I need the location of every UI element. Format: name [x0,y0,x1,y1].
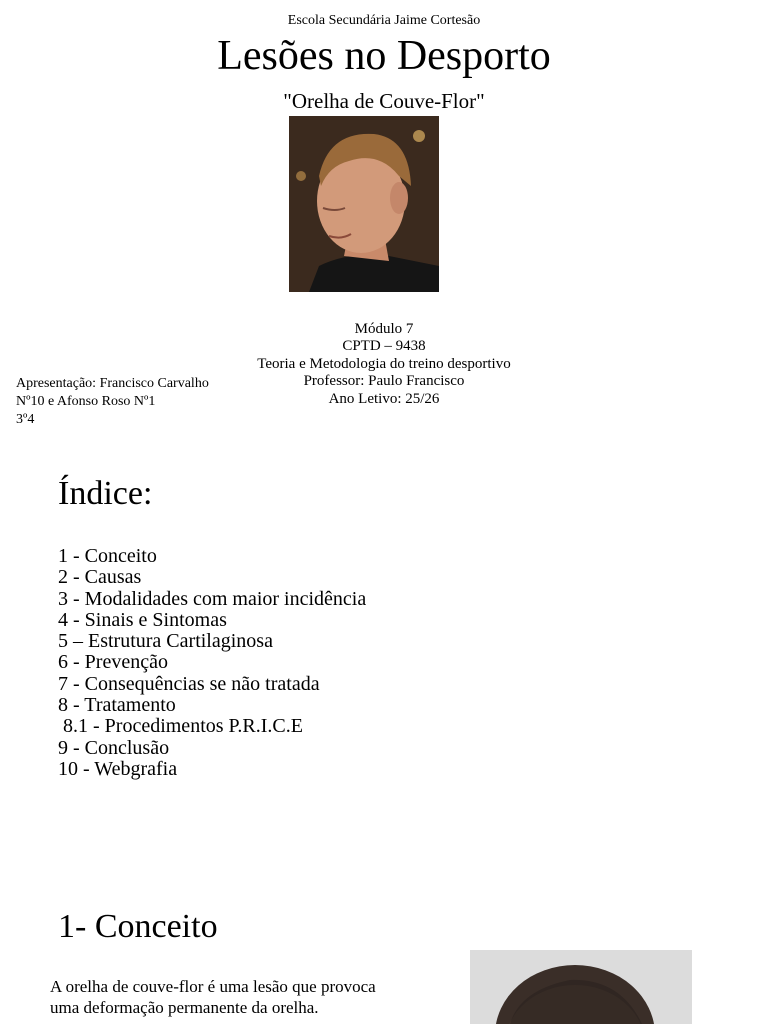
index-item: 3 - Modalidades com maior incidência [58,587,367,610]
presenters-line-1: Apresentação: Francisco Carvalho [16,376,209,391]
school-year-text: Ano Letivo: 25/26 [328,390,440,407]
body-line: uma deformação permanente da orelha. [50,998,319,1017]
body-line: A orelha de couve-flor é uma lesão que provoca [50,977,376,996]
presenters-block [16,375,236,429]
index-item: 8 - Tratamento [58,694,176,717]
school-name: Escola Secundária Jaime Cortesão [287,13,481,28]
index-item: 9 - Conclusão [58,736,170,759]
cauliflower-ear-photo [470,950,692,1024]
index-item: 7 - Consequências se não tratada [58,672,320,695]
index-list [58,546,366,780]
section-heading-conceito: 1- Conceito [58,908,218,945]
index-heading: Índice: [58,475,153,512]
cptd-text: CPTD – 9438 [342,338,426,355]
module-text: Módulo 7 [354,321,414,337]
index-item: 2 - Causas [58,566,142,589]
athlete-profile-photo [289,116,439,292]
presenters-line-2: Nº10 e Afonso Roso Nº1 [16,394,156,409]
index-item: 4 - Sinais e Sintomas [58,608,227,631]
teacher-text: Professor: Paulo Francisco [303,373,465,390]
index-item: 5 – Estrutura Cartilaginosa [58,630,273,653]
page-title: Lesões no Desporto [217,33,551,79]
subject-text: Teoria e Metodologia do treino desportivo [257,355,511,372]
index-item: 10 - Webgrafia [58,757,178,780]
index-item: 6 - Prevenção [58,651,168,674]
section-body-conceito [50,976,450,1018]
index-item: 1 - Conceito [58,545,157,567]
presenters-line-3: 3º4 [16,412,35,427]
index-subitem: 8.1 - Procedimentos P.R.I.C.E [58,715,303,738]
page-subtitle: "Orelha de Couve-Flor" [283,89,485,113]
